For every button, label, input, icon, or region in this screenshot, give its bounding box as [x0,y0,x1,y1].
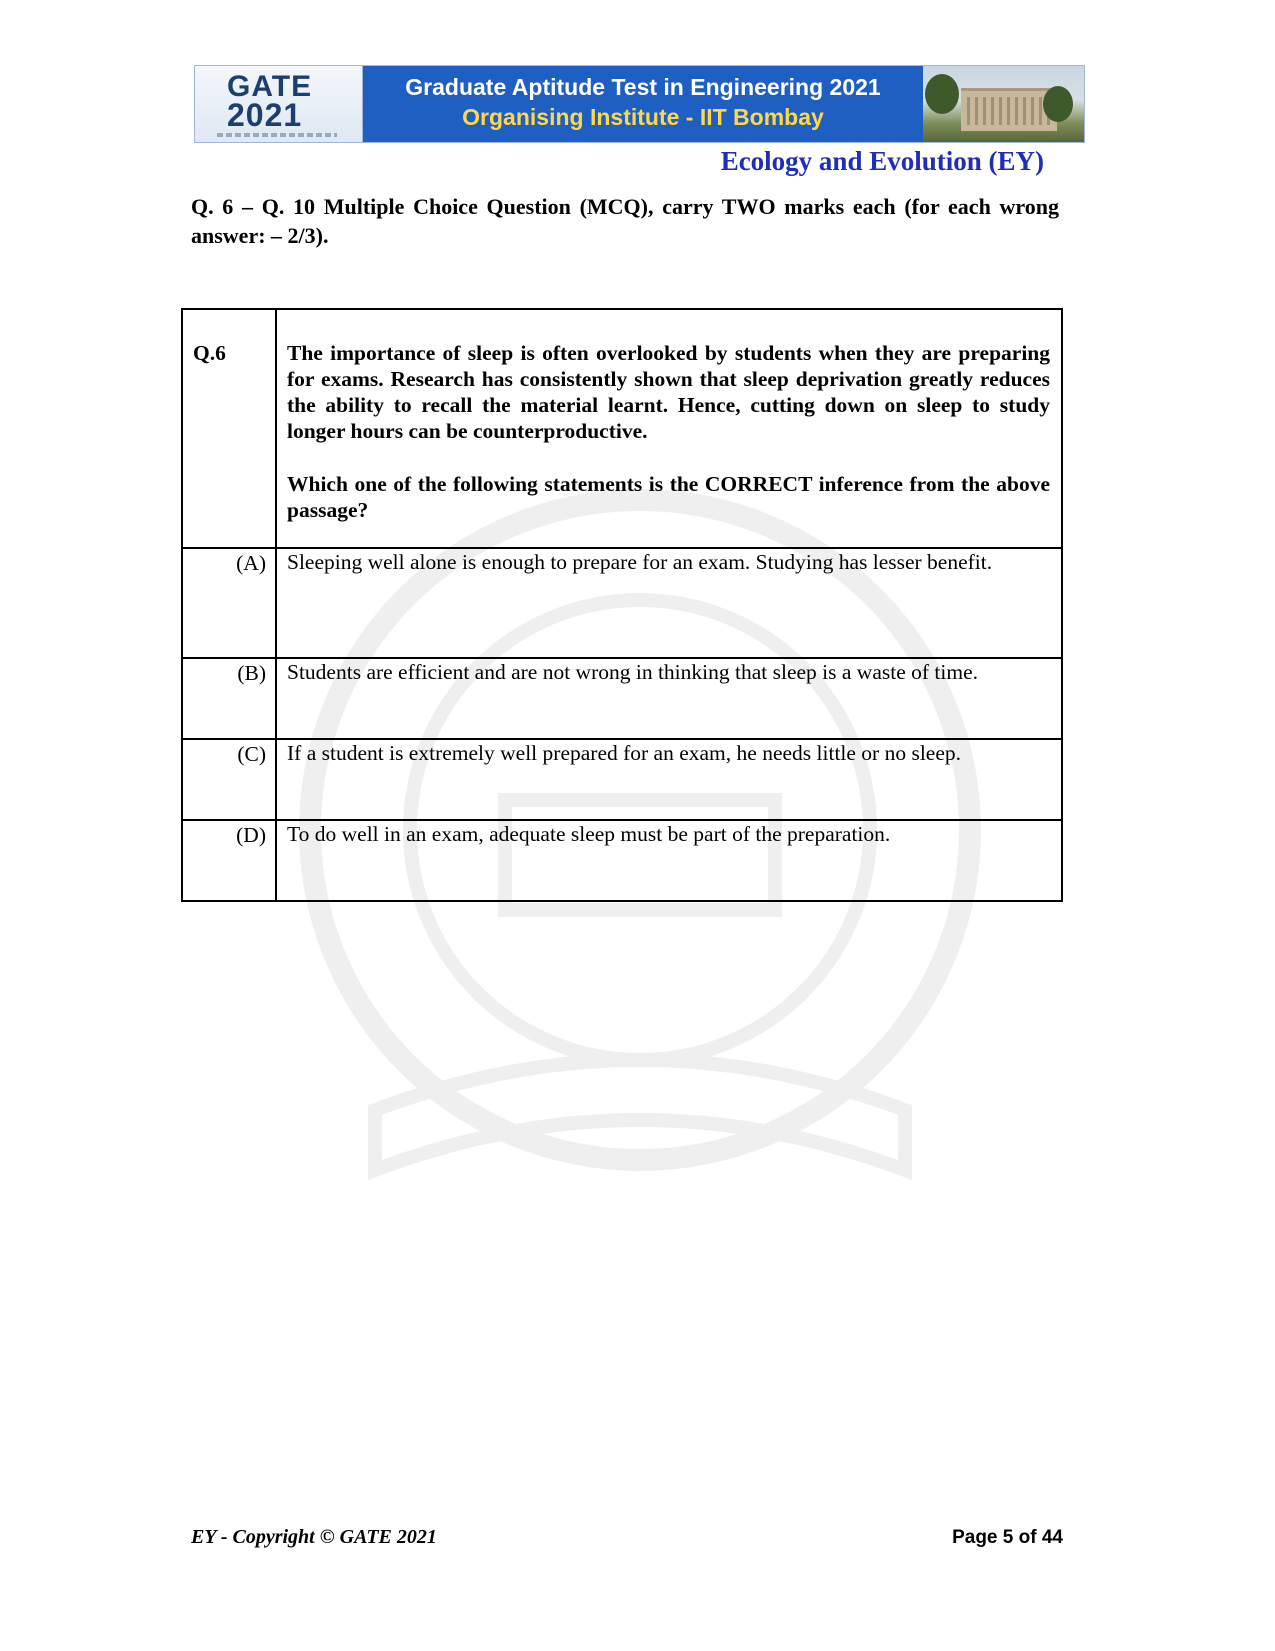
section-heading: Q. 6 – Q. 10 Multiple Choice Question (MCQ), carry TWO marks each (for each wrong answer: – 2/3). [191,194,1059,248]
option-label: (D) [182,820,276,901]
option-label: (C) [182,739,276,820]
logo-tagline-decoration [217,133,337,137]
banner-title: Graduate Aptitude Test in Engineering 2021 [405,74,881,100]
option-label: (B) [182,658,276,739]
option-text: If a student is extremely well prepared for an exam, he needs little or no sleep. [276,739,1062,820]
page-number [952,1527,1063,1549]
question-passage: The importance of sleep is often overlooked by students when they are preparing for exams. Research has consistently shown that sleep deprivation greatly reduces the ability to recall the material learnt. Hence, cutting down on sleep to study longer hours can be counterproductive. [287,341,1050,443]
subject-title: Ecology and Evolution (EY) [720,146,1044,176]
question-prompt: Which one of the following statements is the CORRECT inference from the above passage? [287,472,1050,522]
page-prefix: Page [952,1527,1003,1548]
option-text: Students are efficient and are not wrong in thinking that sleep is a waste of time. [276,658,1062,739]
question-row [182,309,1062,548]
page-of: of [1013,1527,1042,1548]
logo-year: 2021 [227,97,303,133]
option-row-a [182,548,1062,658]
tree-shape [925,74,959,114]
campus-photo [923,66,1084,142]
question-body [276,309,1062,548]
option-row-c [182,739,1062,820]
building-shape [961,88,1057,131]
option-label: (A) [182,548,276,658]
gate-header-banner [194,65,1085,143]
question-number: Q.6 [182,309,276,548]
page-current: 5 [1002,1527,1014,1548]
page-total: 44 [1041,1527,1063,1548]
banner-title-block [363,66,923,142]
logo-word: GATE [227,70,313,103]
tree-shape [1043,86,1073,122]
footer-copyright: EY - Copyright © GATE 2021 [191,1526,437,1548]
option-text: Sleeping well alone is enough to prepare for an exam. Studying has lesser benefit. [276,548,1062,658]
option-row-b [182,658,1062,739]
gate-logo [195,66,363,142]
option-text: To do well in an exam, adequate sleep must be part of the preparation. [276,820,1062,901]
question-table [181,308,1063,902]
option-row-d [182,820,1062,901]
banner-subtitle: Organising Institute - IIT Bombay [462,104,824,130]
